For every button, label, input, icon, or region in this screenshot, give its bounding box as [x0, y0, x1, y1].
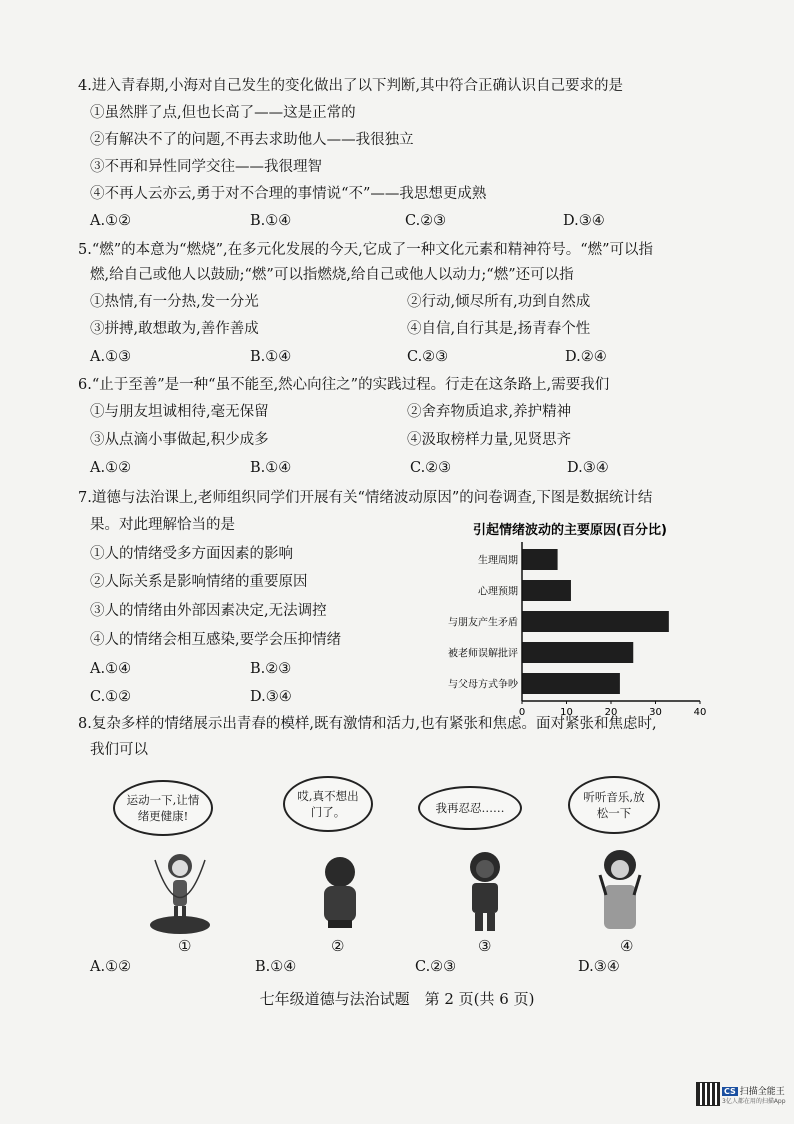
speech-bubble-3: 我再忍忍……	[418, 786, 522, 830]
q8-option-a: A.①②	[90, 959, 132, 975]
bar-2	[522, 580, 571, 601]
q8-option-c: C.②③	[415, 959, 457, 975]
figure-caption-3: ③	[478, 937, 492, 955]
emotion-cause-bar-chart	[425, 520, 715, 718]
scanner-tagline: 3亿人都在用的扫描App	[722, 1098, 786, 1105]
q6-option-c: C.②③	[410, 460, 452, 476]
bar-3	[522, 611, 669, 632]
q5-item-3: ③拼搏,敢想敢为,善作善成	[90, 321, 259, 337]
speech-bubble-1: 运动一下,让情绪更健康!	[113, 780, 213, 836]
q4-item-2: ②有解决不了的问题,不再去求助他人——我很独立	[90, 132, 414, 148]
q5-option-a: A.①③	[90, 349, 132, 365]
page-footer: 七年级道德与法治试题 第 2 页(共 6 页)	[259, 990, 535, 1008]
q7-option-b: B.②③	[250, 661, 292, 677]
q6-stem: 6.“止于至善”是一种“虽不能至,然心向往之”的实践过程。行走在这条路上,需要我们	[78, 377, 610, 393]
standing-boy-illustration	[460, 845, 510, 935]
q4-option-d: D.③④	[563, 213, 605, 229]
q8-option-d: D.③④	[578, 959, 620, 975]
q5-option-c: C.②③	[407, 349, 449, 365]
bar-4	[522, 642, 633, 663]
q6-option-b: B.①④	[250, 460, 292, 476]
q7-item-1: ①人的情绪受多方面因素的影响	[90, 546, 293, 562]
q4-stem: 4.进入青春期,小海对自己发生的变化做出了以下判断,其中符合正确认识自己要求的是	[78, 78, 624, 94]
figure-caption-1: ①	[178, 937, 192, 955]
category-label-3: 与朋友产生矛盾	[448, 617, 518, 629]
category-label-2: 心理预期	[478, 586, 518, 598]
figure-caption-4: ④	[620, 937, 634, 955]
q5-stem-2: 燃,给自己或他人以鼓励;“燃”可以指燃烧,给自己或他人以动力;“燃”还可以指	[90, 267, 574, 283]
q6-option-d: D.③④	[567, 460, 609, 476]
music-listening-girl-illustration	[592, 845, 648, 935]
q4-option-c: C.②③	[405, 213, 447, 229]
q7-option-a: A.①④	[90, 661, 132, 677]
q4-item-4: ④不再人云亦云,勇于对不合理的事情说“不”——我思想更成熟	[90, 186, 487, 202]
category-label-1: 生理周期	[478, 555, 518, 567]
q6-item-1: ①与朋友坦诚相待,毫无保留	[90, 404, 269, 420]
x-tick-label-5: 40	[693, 707, 707, 718]
q7-item-4: ④人的情绪会相互感染,要学会压抑情绪	[90, 632, 342, 648]
q7-item-3: ③人的情绪由外部因素决定,无法调控	[90, 603, 327, 619]
q5-option-b: B.①④	[250, 349, 292, 365]
sitting-sad-boy-illustration	[310, 850, 370, 935]
bar-1	[522, 549, 558, 570]
q7-stem-2: 果。对此理解恰当的是	[90, 517, 235, 533]
q4-item-1: ①虽然胖了点,但也长高了——这是正常的	[90, 105, 356, 121]
q5-item-2: ②行动,倾尽所有,功到自然成	[407, 294, 591, 310]
figure-caption-2: ②	[331, 937, 345, 955]
x-tick-label-1: 0	[518, 707, 526, 718]
q7-option-c: C.①②	[90, 689, 132, 705]
category-label-5: 与父母方式争吵	[448, 679, 518, 691]
x-tick-label-3: 20	[604, 707, 618, 718]
chart-title: 引起情绪波动的主要原因(百分比)	[473, 523, 667, 538]
speech-bubble-2: 哎,真不想出门了。	[283, 776, 373, 832]
q8-option-b: B.①④	[255, 959, 297, 975]
q7-item-2: ②人际关系是影响情绪的重要原因	[90, 574, 308, 590]
q5-stem-1: 5.“燃”的本意为“燃烧”,在多元化发展的今天,它成了一种文化元素和精神符号。“燃”可以指	[78, 242, 654, 258]
scanner-watermark: CS 扫描全能王	[724, 1087, 785, 1097]
q7-stem-1: 7.道德与法治课上,老师组织同学们开展有关“情绪波动原因”的问卷调查,下图是数据统计结	[78, 490, 653, 506]
q8-stem-2: 我们可以	[90, 742, 148, 758]
category-label-4: 被老师误解批评	[448, 648, 518, 660]
q8-stem-1: 8.复杂多样的情绪展示出青春的模样,既有激情和活力,也有紧张和焦虑。面对紧张和焦虑时,	[78, 716, 657, 732]
q4-option-b: B.①④	[250, 213, 292, 229]
q7-option-d: D.③④	[250, 689, 292, 705]
q5-item-4: ④自信,自行其是,扬青春个性	[407, 321, 591, 337]
q5-item-1: ①热情,有一分热,发一分光	[90, 294, 259, 310]
qr-code-icon	[696, 1082, 720, 1106]
q6-item-3: ③从点滴小事做起,积少成多	[90, 432, 269, 448]
speech-bubble-4: 听听音乐,放松一下	[568, 776, 660, 834]
q6-option-a: A.①②	[90, 460, 132, 476]
q4-item-3: ③不再和异性同学交往——我很理智	[90, 159, 322, 175]
q6-item-2: ②舍弃物质追求,养护精神	[407, 404, 572, 420]
x-tick-label-2: 10	[560, 707, 573, 718]
q4-option-a: A.①②	[90, 213, 132, 229]
jump-rope-girl-illustration	[145, 840, 215, 935]
bar-5	[522, 673, 620, 694]
q5-option-d: D.②④	[565, 349, 607, 365]
x-tick-label-4: 30	[649, 707, 662, 718]
q6-item-4: ④汲取榜样力量,见贤思齐	[407, 432, 572, 448]
